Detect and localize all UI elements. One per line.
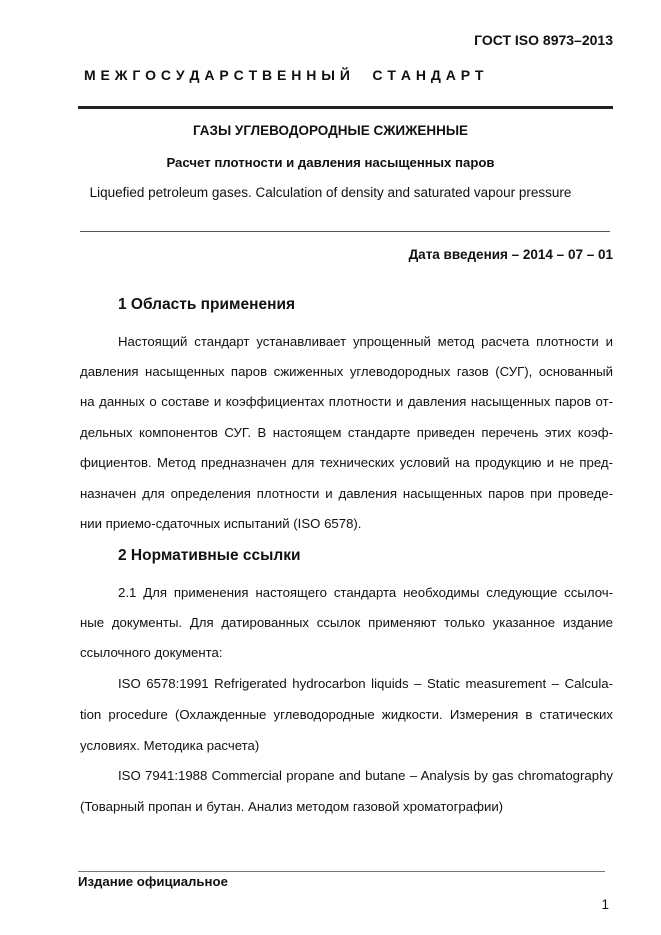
reference-line: tion procedure (Охлажденные углеводородные жидкости. Измерения в статических (80, 707, 613, 722)
text-line: фициентов. Метод предназначен для технических условий на продукцию и не пред- (80, 455, 613, 470)
edition-label: Издание официальное (78, 874, 228, 889)
text-line: дельных компонентов СУГ. В настоящем стандарте приведен перечень этих коэф- (80, 425, 613, 440)
reference-line: (Товарный пропан и бутан. Анализ методом газовой хроматографии) (80, 799, 504, 814)
reference-line: ISO 7941:1988 Commercial propane and butane – Analysis by gas chromatography (118, 768, 613, 783)
reference-line: ISO 6578:1991 Refrigerated hydrocarbon liquids – Static measurement – Calcula- (118, 676, 613, 691)
introduction-date: Дата введения – 2014 – 07 – 01 (408, 247, 613, 262)
document-title: ГАЗЫ УГЛЕВОДОРОДНЫЕ СЖИЖЕННЫЕ (192, 123, 469, 138)
section-heading-references: 2 Нормативные ссылки (118, 547, 301, 564)
text-line: Настоящий стандарт устанавливает упрощенный метод расчета плотности и (118, 334, 613, 349)
reference-line: условиях. Методика расчета) (80, 738, 260, 753)
text-line: ные документы. Для датированных ссылок применяют только указанное издание (80, 615, 613, 630)
english-title: Liquefied petroleum gases. Calculation of density and saturated vapour pressure (89, 185, 572, 200)
standard-banner: М Е Ж Г О С У Д А Р С Т В Е Н Н Ы Й С Т А Н Д А Р Т (84, 67, 484, 83)
document-code: ГОСТ ISO 8973–2013 (474, 32, 613, 48)
text-line: на данных о составе и коэффициентах плотности и давления насыщенных паров от- (80, 394, 613, 409)
text-line: 2.1 Для применения настоящего стандарта необходимы следующие ссылоч- (118, 585, 613, 600)
text-line: ссылочного документа: (80, 645, 223, 660)
page-number: 1 (601, 897, 609, 912)
text-line: давления насыщенных паров сжиженных углеводородных газов (СУГ), основанный (80, 364, 613, 379)
text-line: назначен для определения плотности и давления насыщенных паров при проведе- (80, 486, 613, 501)
document-subtitle: Расчет плотности и давления насыщенных паров (166, 155, 495, 170)
thick-divider (78, 106, 613, 109)
thin-divider (80, 231, 610, 232)
section-heading-scope: 1 Область применения (118, 296, 296, 313)
text-line: нии приемо-сдаточных испытаний (ISO 6578). (80, 516, 362, 531)
footer-divider (78, 871, 605, 872)
